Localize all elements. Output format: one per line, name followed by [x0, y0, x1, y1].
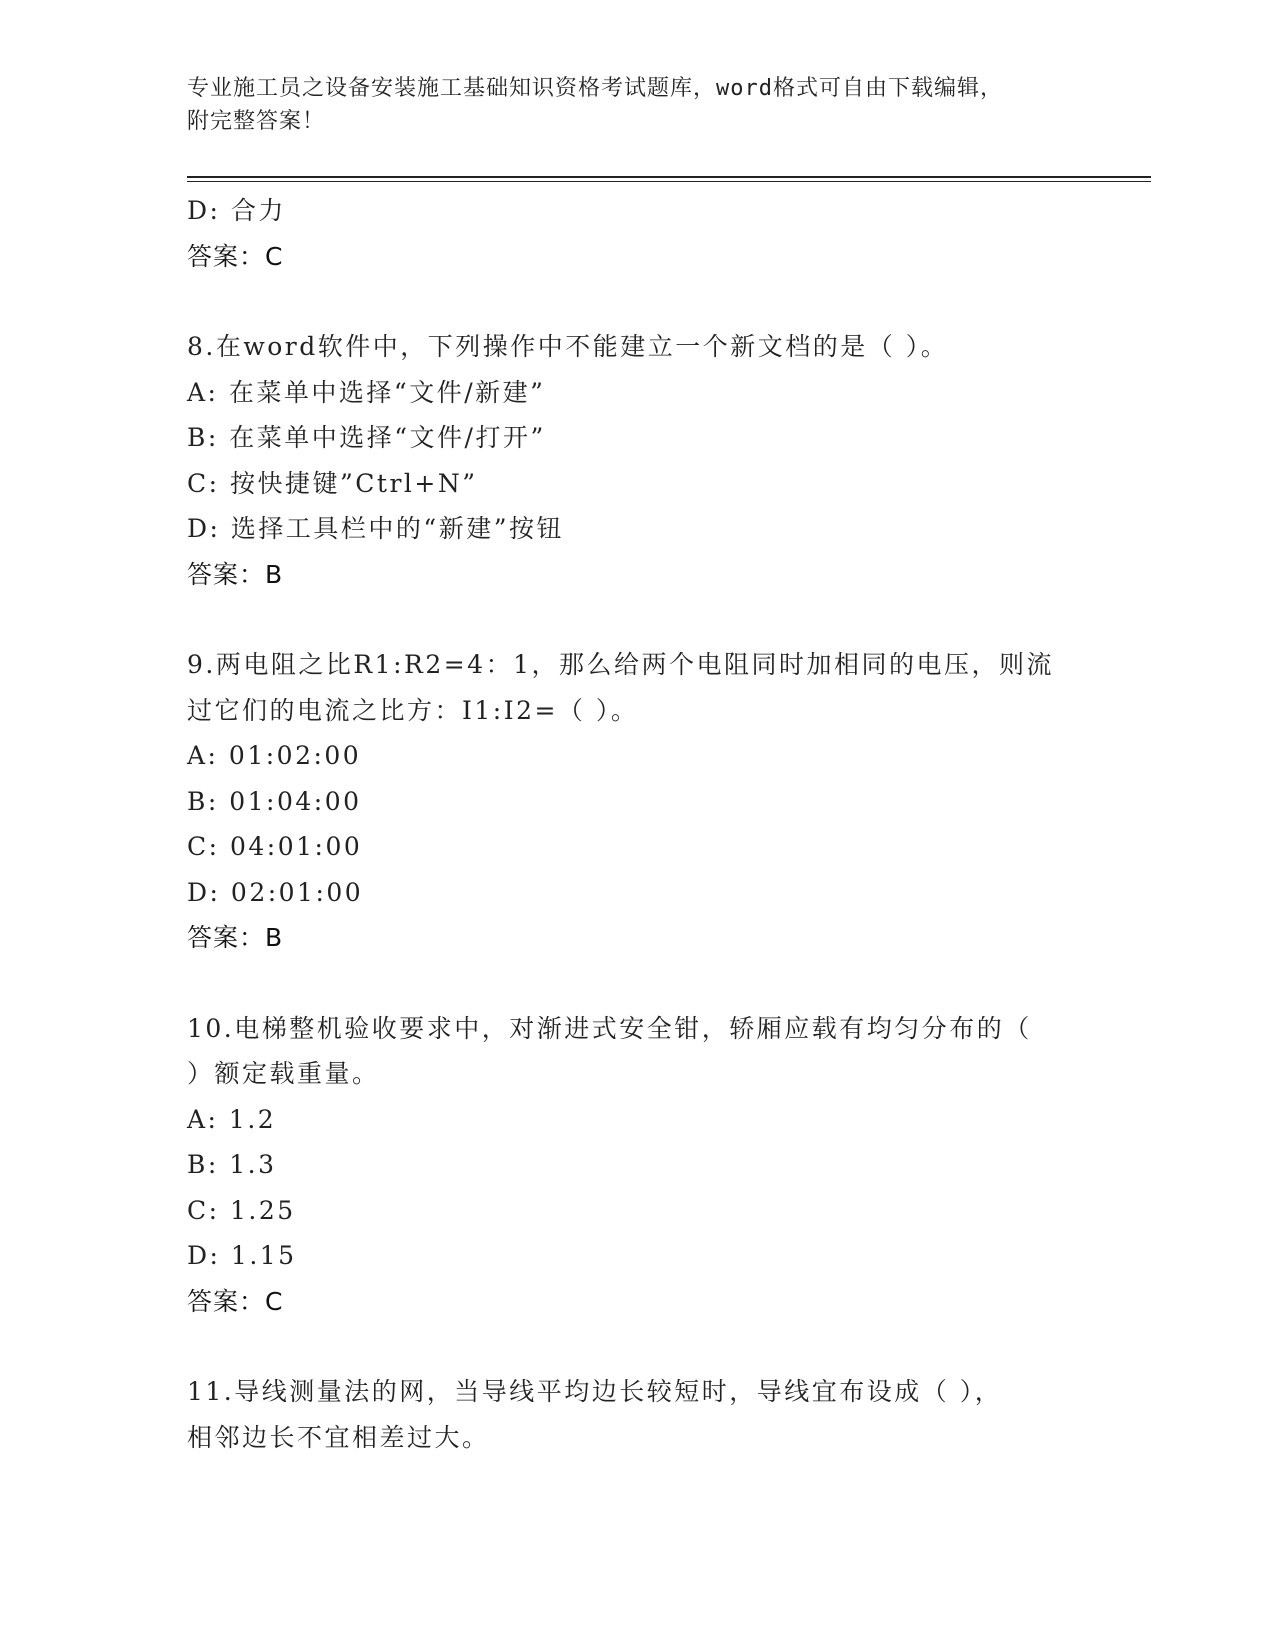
question-stem-line: 过它们的电流之比方：I1:I2=（ ）。: [187, 695, 639, 725]
option-d: D: 1.15: [187, 1241, 297, 1270]
document-header: [187, 72, 1067, 138]
answer-line: 答案：C: [187, 1286, 284, 1316]
question-stem-line: 相邻边长不宜相差过大。: [187, 1422, 490, 1452]
option-c: C: 1.25: [187, 1195, 296, 1225]
question-stem-line: 9.两电阻之比R1:R2=4：1，那么给两个电阻同时加相同的电压，则流: [187, 650, 1054, 679]
option-b: B: 1.3: [187, 1150, 277, 1179]
option-a: A: 01:02:00: [187, 741, 362, 770]
question-9: [187, 642, 1087, 961]
question-10: [187, 1006, 1087, 1325]
header-divider-thin: [187, 181, 1151, 182]
question-stem-line: ）额定载重量。: [187, 1059, 380, 1088]
option-list: [187, 733, 1087, 915]
option-b: B: 在菜单中选择“文件/打开”: [187, 423, 546, 452]
option-list: [187, 370, 1087, 552]
option-c: C: 04:01:00: [187, 832, 363, 861]
option-a: A: 在菜单中选择“文件/新建”: [187, 377, 546, 407]
option-d: D: 合力: [187, 196, 286, 225]
answer-line: 答案：C: [187, 241, 284, 271]
option-a: A: 1.2: [187, 1104, 277, 1134]
option-c: C: 按快捷键”Ctrl+N”: [187, 468, 478, 498]
header-divider-thick: [187, 176, 1151, 178]
option-list: [187, 1097, 1087, 1279]
question-list: [187, 188, 1087, 1460]
header-line-2: 附完整答案！: [187, 109, 326, 134]
question-8: [187, 324, 1087, 597]
question-stem: [187, 1006, 1087, 1097]
question-11: [187, 1369, 1087, 1460]
option-b: B: 01:04:00: [187, 786, 362, 816]
option-d: D: 02:01:00: [187, 877, 364, 907]
answer-line: 答案：B: [187, 923, 284, 952]
question-stem-line: 11.导线测量法的网，当导线平均边长较短时，导线宜布设成（ ），: [187, 1377, 1003, 1406]
question-stem-line: 10.电梯整机验收要求中，对渐进式安全钳，轿厢应载有均匀分布的（: [187, 1013, 1032, 1043]
question-stem: [187, 642, 1087, 733]
question-stem: [187, 324, 1087, 370]
header-line-1: 专业施工员之设备安装施工基础知识资格考试题库，word格式可自由下载编辑，: [187, 76, 1003, 101]
option-d: D: 选择工具栏中的“新建”按钮: [187, 514, 564, 543]
question-stem-line: 8.在word软件中，下列操作中不能建立一个新文档的是（ ）。: [187, 332, 949, 361]
previous-question-tail: [187, 188, 1087, 279]
question-stem: [187, 1369, 1087, 1460]
answer-line: 答案：B: [187, 559, 284, 589]
